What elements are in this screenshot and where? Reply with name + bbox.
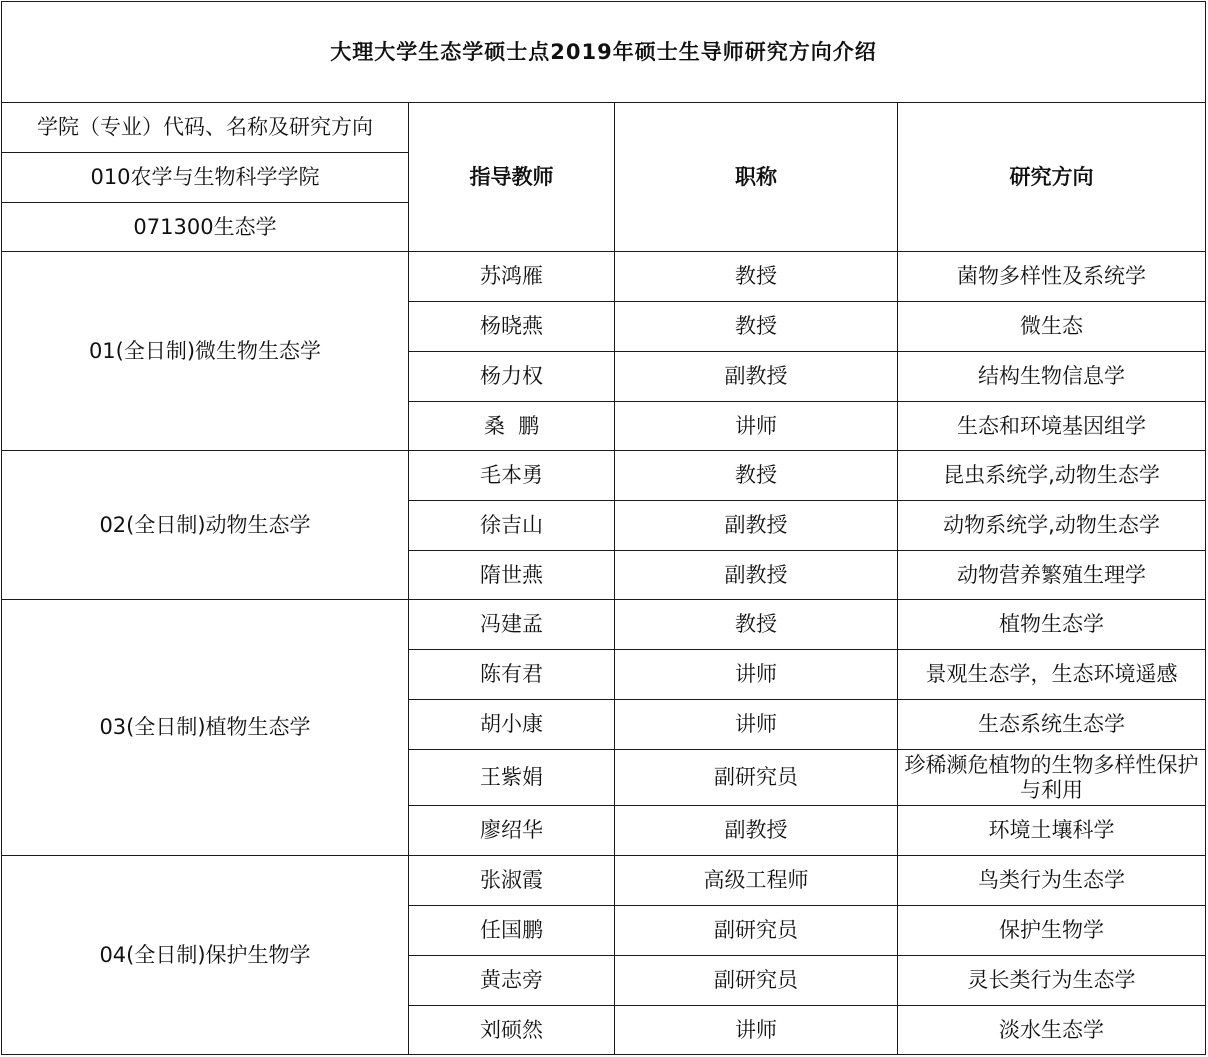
research-focus: 菌物多样性及系统学 — [898, 252, 1206, 302]
research-direction: 04(全日制)保护生物学 — [2, 856, 409, 1055]
page-title: 大理大学生态学硕士点2019年硕士生导师研究方向介绍 — [2, 2, 1206, 103]
advisor-rank: 副研究员 — [615, 906, 898, 956]
research-focus: 微生态 — [898, 302, 1206, 352]
advisor-rank: 教授 — [615, 600, 898, 650]
advisor-rank: 讲师 — [615, 1006, 898, 1055]
advisor-name: 陈有君 — [409, 650, 615, 700]
advisor-rank: 教授 — [615, 302, 898, 352]
advisor-name: 徐吉山 — [409, 501, 615, 551]
table-row — [2, 451, 1206, 501]
advisor-name: 毛本勇 — [409, 451, 615, 501]
advisor-name: 隋世燕 — [409, 551, 615, 600]
research-focus: 动物营养繁殖生理学 — [898, 551, 1206, 600]
advisor-name: 任国鹏 — [409, 906, 615, 956]
advisor-name: 张淑霞 — [409, 856, 615, 906]
advisor-rank: 副研究员 — [615, 956, 898, 1006]
advisor-rank: 讲师 — [615, 650, 898, 700]
advisor-rank: 副教授 — [615, 501, 898, 551]
header-research: 研究方向 — [898, 103, 1206, 252]
advisor-rank: 副教授 — [615, 806, 898, 856]
table-row — [2, 856, 1206, 906]
advisor-rank: 讲师 — [615, 402, 898, 451]
college-name: 010农学与生物科学学院 — [2, 153, 409, 203]
advisor-name: 廖绍华 — [409, 806, 615, 856]
table-row — [2, 600, 1206, 650]
table-row — [2, 252, 1206, 302]
advisor-rank: 讲师 — [615, 700, 898, 750]
research-focus: 动物系统学,动物生态学 — [898, 501, 1206, 551]
research-focus: 生态和环境基因组学 — [898, 402, 1206, 451]
research-focus: 景观生态学，生态环境遥感 — [898, 650, 1206, 700]
research-focus: 珍稀濒危植物的生物多样性保护与利用 — [898, 750, 1206, 806]
research-focus: 鸟类行为生态学 — [898, 856, 1206, 906]
header-advisor: 指导教师 — [409, 103, 615, 252]
research-focus: 灵长类行为生态学 — [898, 956, 1206, 1006]
research-direction: 03(全日制)植物生态学 — [2, 600, 409, 856]
header-rank: 职称 — [615, 103, 898, 252]
research-direction: 01(全日制)微生物生态学 — [2, 252, 409, 451]
major-name: 071300生态学 — [2, 203, 409, 252]
college-major-label: 学院（专业）代码、名称及研究方向 — [2, 103, 409, 153]
research-direction: 02(全日制)动物生态学 — [2, 451, 409, 600]
advisor-name: 桑 鹏 — [409, 402, 615, 451]
advisor-rank: 副研究员 — [615, 750, 898, 806]
research-focus: 植物生态学 — [898, 600, 1206, 650]
advisor-name: 刘硕然 — [409, 1006, 615, 1055]
research-focus: 保护生物学 — [898, 906, 1206, 956]
advisor-rank: 副教授 — [615, 352, 898, 402]
advisor-name: 杨力权 — [409, 352, 615, 402]
research-focus: 淡水生态学 — [898, 1006, 1206, 1055]
advisor-table — [1, 1, 1206, 1055]
advisor-name: 黄志旁 — [409, 956, 615, 1006]
advisor-name: 杨晓燕 — [409, 302, 615, 352]
advisor-name: 王紫娟 — [409, 750, 615, 806]
advisor-rank: 教授 — [615, 252, 898, 302]
advisor-rank: 高级工程师 — [615, 856, 898, 906]
advisor-name: 冯建孟 — [409, 600, 615, 650]
advisor-rank: 副教授 — [615, 551, 898, 600]
advisor-rank: 教授 — [615, 451, 898, 501]
research-focus: 昆虫系统学,动物生态学 — [898, 451, 1206, 501]
advisor-name: 胡小康 — [409, 700, 615, 750]
research-focus: 结构生物信息学 — [898, 352, 1206, 402]
research-focus: 环境土壤科学 — [898, 806, 1206, 856]
advisor-name: 苏鸿雁 — [409, 252, 615, 302]
research-focus: 生态系统生态学 — [898, 700, 1206, 750]
